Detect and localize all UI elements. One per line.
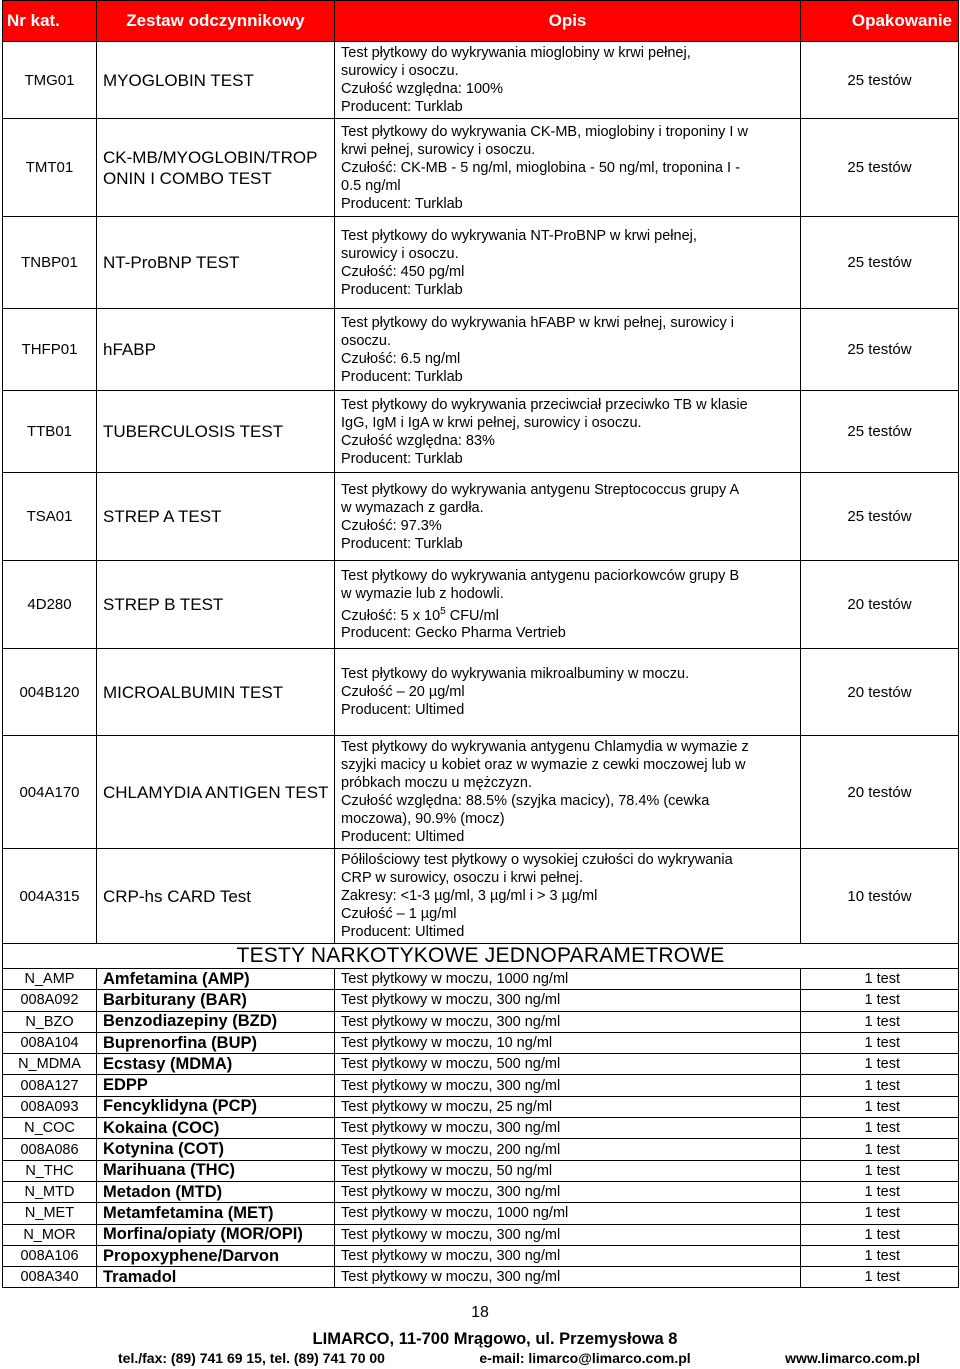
desc-line: surowicy i osoczu. (341, 63, 459, 79)
desc-line: Test płytkowy do wykrywania NT-ProBNP w krwi pełnej, (341, 227, 697, 244)
drug-desc: Test płytkowy w moczu, 300 ng/ml (335, 1245, 801, 1266)
drug-code: N_BZO (3, 1011, 97, 1032)
drug-pack: 1 test (801, 1096, 959, 1117)
drug-pack: 1 test (801, 1181, 959, 1202)
drug-pack: 1 test (801, 1054, 959, 1075)
table-row (3, 649, 959, 736)
desc-line: 0.5 ng/ml (341, 177, 401, 194)
product-code: TMT01 (3, 119, 97, 217)
table-row (3, 1181, 959, 1202)
drug-name: Kotynina (COT) (97, 1139, 335, 1160)
email-address: e-mail: limarco@limarco.com.pl (479, 1350, 691, 1366)
product-desc (335, 649, 801, 736)
desc-line: moczowa), 90.9% (mocz) (341, 811, 505, 827)
drug-desc: Test płytkowy w moczu, 50 ng/ml (335, 1160, 801, 1181)
product-code: THFP01 (3, 309, 97, 391)
product-code: 004A315 (3, 849, 97, 944)
drug-name: Morfina/opiaty (MOR/OPI) (97, 1224, 335, 1245)
product-name: CK-MB/MYOGLOBIN/TROPONIN I COMBO TEST (97, 119, 335, 217)
drug-name: Benzodiazepiny (BZD) (97, 1011, 335, 1032)
table-row (3, 1139, 959, 1160)
table-row (3, 473, 959, 561)
table-row (3, 990, 959, 1011)
drug-name: EDPP (97, 1075, 335, 1096)
drug-name: Metadon (MTD) (97, 1181, 335, 1202)
desc-line: Test płytkowy do wykrywania antygenu paciorkowców grupy B (341, 567, 740, 584)
section-title: TESTY NARKOTYKOWE JEDNOPARAMETROWE (3, 944, 959, 969)
product-pack: 20 testów (801, 649, 959, 736)
header-pack: Opakowanie (801, 1, 959, 42)
product-name: NT-ProBNP TEST (97, 217, 335, 309)
drug-pack: 1 test (801, 1267, 959, 1288)
product-desc (335, 119, 801, 217)
table-row (3, 309, 959, 391)
product-desc (335, 849, 801, 944)
table-row (3, 1118, 959, 1139)
drug-desc: Test płytkowy w moczu, 300 ng/ml (335, 1118, 801, 1139)
desc-line: Producent: Turklab (341, 450, 463, 467)
drug-pack: 1 test (801, 1139, 959, 1160)
desc-line: Test płytkowy do wykrywania przeciwciał przeciwko TB w klasie (341, 396, 748, 413)
drug-name: Buprenorfina (BUP) (97, 1032, 335, 1053)
drug-desc: Test płytkowy w moczu, 10 ng/ml (335, 1032, 801, 1053)
desc-line: Test płytkowy do wykrywania hFABP w krwi pełnej, surowicy i (341, 314, 734, 331)
drug-code: 008A106 (3, 1245, 97, 1266)
drug-code: N_COC (3, 1118, 97, 1139)
product-pack: 25 testów (801, 217, 959, 309)
drug-name: Marihuana (THC) (97, 1160, 335, 1181)
product-name: MICROALBUMIN TEST (97, 649, 335, 736)
table-row (3, 849, 959, 944)
page-number: 18 (471, 1304, 489, 1321)
desc-line: Czułość: 450 pg/ml (341, 263, 465, 280)
website-link[interactable]: www.limarco.com.pl (785, 1350, 920, 1366)
drug-name: Metamfetamina (MET) (97, 1203, 335, 1224)
product-pack: 20 testów (801, 561, 959, 649)
header-desc: Opis (335, 1, 801, 42)
drug-code: 008A340 (3, 1267, 97, 1288)
desc-line: Czułość względna: 100% (341, 81, 504, 97)
drug-code: 008A086 (3, 1139, 97, 1160)
desc-line: Czułość: 97.3% (341, 517, 442, 534)
drug-desc: Test płytkowy w moczu, 25 ng/ml (335, 1096, 801, 1117)
desc-line: Producent: Turklab (341, 99, 463, 115)
product-name: MYOGLOBIN TEST (97, 42, 335, 119)
drug-desc: Test płytkowy w moczu, 300 ng/ml (335, 1075, 801, 1096)
drug-code: N_THC (3, 1160, 97, 1181)
product-code: 4D280 (3, 561, 97, 649)
table-row (3, 1032, 959, 1053)
drug-desc: Test płytkowy w moczu, 200 ng/ml (335, 1139, 801, 1160)
desc-line: Półilościowy test płytkowy o wysokiej czułości do wykrywania (341, 852, 733, 868)
desc-line: Test płytkowy do wykrywania mikroalbuminy w moczu. (341, 666, 690, 682)
contact-line (0, 1350, 960, 1366)
drug-pack: 1 test (801, 990, 959, 1011)
desc-line: Producent: Turklab (341, 535, 463, 552)
product-desc (335, 561, 801, 649)
product-pack: 25 testów (801, 391, 959, 473)
drug-name: Barbiturany (BAR) (97, 990, 335, 1011)
desc-line: szyjki macicy u kobiet oraz w wymazie z cewki moczowej lub w (341, 757, 746, 773)
sensitivity-line (341, 603, 794, 625)
product-code: 004A170 (3, 736, 97, 849)
drug-name: Amfetamina (AMP) (97, 969, 335, 990)
product-code: TNBP01 (3, 217, 97, 309)
drug-code: N_MET (3, 1203, 97, 1224)
drug-test-rows (3, 969, 959, 1288)
drug-code: 008A092 (3, 990, 97, 1011)
drug-pack: 1 test (801, 1075, 959, 1096)
desc-line: Test płytkowy do wykrywania antygenu Streptococcus grupy A (341, 481, 740, 498)
drug-code: N_MDMA (3, 1054, 97, 1075)
desc-line: CRP w surowicy, osoczu i krwi pełnej. (341, 870, 584, 886)
table-row (3, 1096, 959, 1117)
drug-desc: Test płytkowy w moczu, 300 ng/ml (335, 990, 801, 1011)
drug-pack: 1 test (801, 1245, 959, 1266)
desc-line: osoczu. (341, 332, 391, 349)
desc-line: w wymazie lub z hodowli. (341, 585, 504, 602)
desc-line: Zakresy: <1-3 µg/ml, 3 µg/ml i > 3 µg/ml (341, 888, 598, 904)
table-row (3, 1054, 959, 1075)
product-pack: 25 testów (801, 42, 959, 119)
product-code: 004B120 (3, 649, 97, 736)
drug-desc: Test płytkowy w moczu, 300 ng/ml (335, 1224, 801, 1245)
product-desc (335, 42, 801, 119)
table-row (3, 42, 959, 119)
drug-pack: 1 test (801, 969, 959, 990)
phone-numbers: tel./fax: (89) 741 69 15, tel. (89) 741 70 00 (118, 1350, 385, 1366)
desc-line: w wymazach z gardła. (341, 499, 484, 516)
desc-line: Test płytkowy do wykrywania CK-MB, mioglobiny i troponiny I w (341, 123, 748, 140)
table-row (3, 1267, 959, 1288)
product-desc (335, 473, 801, 561)
header-name: Zestaw odczynnikowy (97, 1, 335, 42)
product-name: CHLAMYDIA ANTIGEN TEST (97, 736, 335, 849)
product-name: CRP-hs CARD Test (97, 849, 335, 944)
product-pack: 10 testów (801, 849, 959, 944)
table-row (3, 1075, 959, 1096)
drug-name: Kokaina (COC) (97, 1118, 335, 1139)
drug-name: Fencyklidyna (PCP) (97, 1096, 335, 1117)
product-desc (335, 391, 801, 473)
product-desc (335, 736, 801, 849)
table-row (3, 561, 959, 649)
product-pack: 25 testów (801, 309, 959, 391)
product-name: TUBERCULOSIS TEST (97, 391, 335, 473)
drug-desc: Test płytkowy w moczu, 300 ng/ml (335, 1267, 801, 1288)
product-desc (335, 217, 801, 309)
sensitivity-unit: CFU/ml (445, 607, 499, 624)
drug-desc: Test płytkowy w moczu, 1000 ng/ml (335, 1203, 801, 1224)
desc-line: Producent: Turklab (341, 195, 463, 212)
product-pack: 20 testów (801, 736, 959, 849)
desc-line: Producent: Ultimed (341, 829, 465, 845)
table-row (3, 1224, 959, 1245)
drug-desc: Test płytkowy w moczu, 500 ng/ml (335, 1054, 801, 1075)
desc-line: IgG, IgM i IgA w krwi pełnej, surowicy i osoczu. (341, 414, 642, 431)
drug-name: Ecstasy (MDMA) (97, 1054, 335, 1075)
table-row (3, 217, 959, 309)
drug-name: Propoxyphene/Darvon (97, 1245, 335, 1266)
product-code: TMG01 (3, 42, 97, 119)
product-desc (335, 309, 801, 391)
drug-pack: 1 test (801, 1118, 959, 1139)
product-name: hFABP (97, 309, 335, 391)
drug-pack: 1 test (801, 1160, 959, 1181)
desc-line: Czułość: CK-MB - 5 ng/ml, mioglobina - 50 ng/ml, troponina I - (341, 159, 740, 176)
drug-desc: Test płytkowy w moczu, 300 ng/ml (335, 1011, 801, 1032)
sensitivity-prefix: Czułość: 5 x 10 (341, 607, 441, 624)
desc-line: Czułość – 20 µg/ml (341, 684, 465, 700)
desc-line: Producent: Turklab (341, 281, 463, 298)
table-row (3, 1011, 959, 1032)
desc-line: krwi pełnej, surowicy i osoczu. (341, 141, 536, 158)
drug-pack: 1 test (801, 1011, 959, 1032)
table-row (3, 391, 959, 473)
product-pack: 25 testów (801, 473, 959, 561)
desc-line: Czułość: 6.5 ng/ml (341, 350, 461, 367)
header-code: Nr kat. (3, 1, 97, 42)
drug-desc: Test płytkowy w moczu, 1000 ng/ml (335, 969, 801, 990)
product-code: TSA01 (3, 473, 97, 561)
company-address: LIMARCO, 11-700 Mrągowo, ul. Przemysłowa 8 (312, 1330, 678, 1348)
desc-line: Producent: Gecko Pharma Vertrieb (341, 625, 566, 642)
table-row (3, 736, 959, 849)
desc-line: Producent: Ultimed (341, 924, 465, 940)
drug-desc: Test płytkowy w moczu, 300 ng/ml (335, 1181, 801, 1202)
drug-name: Tramadol (97, 1267, 335, 1288)
drug-code: N_MOR (3, 1224, 97, 1245)
drug-code: N_MTD (3, 1181, 97, 1202)
table-row (3, 969, 959, 990)
desc-line: Test płytkowy do wykrywania antygenu Chlamydia w wymazie z (341, 739, 749, 755)
table-row (3, 119, 959, 217)
section-heading-row (3, 944, 959, 969)
drug-code: 008A104 (3, 1032, 97, 1053)
product-rows (3, 42, 959, 969)
desc-line: Producent: Turklab (341, 368, 463, 385)
table-header (3, 1, 959, 42)
desc-line: Czułość względna: 83% (341, 432, 495, 449)
product-pack: 25 testów (801, 119, 959, 217)
desc-line: Czułość – 1 µg/ml (341, 906, 457, 922)
desc-line: Test płytkowy do wykrywania mioglobiny w krwi pełnej, (341, 45, 691, 61)
product-name: STREP B TEST (97, 561, 335, 649)
sensitivity-exponent: 5 (440, 605, 446, 617)
drug-pack: 1 test (801, 1203, 959, 1224)
desc-line: Czułość względna: 88.5% (szyjka macicy), 78.4% (cewka (341, 793, 710, 809)
table-row (3, 1203, 959, 1224)
desc-line: próbkach moczu u mężczyzn. (341, 775, 532, 791)
product-code: TTB01 (3, 391, 97, 473)
drug-code: N_AMP (3, 969, 97, 990)
table-row (3, 1160, 959, 1181)
desc-line: surowicy i osoczu. (341, 245, 459, 262)
drug-code: 008A127 (3, 1075, 97, 1096)
drug-code: 008A093 (3, 1096, 97, 1117)
product-table (2, 0, 959, 1288)
table-row (3, 1245, 959, 1266)
drug-pack: 1 test (801, 1032, 959, 1053)
product-name: STREP A TEST (97, 473, 335, 561)
desc-line: Producent: Ultimed (341, 702, 465, 718)
drug-pack: 1 test (801, 1224, 959, 1245)
